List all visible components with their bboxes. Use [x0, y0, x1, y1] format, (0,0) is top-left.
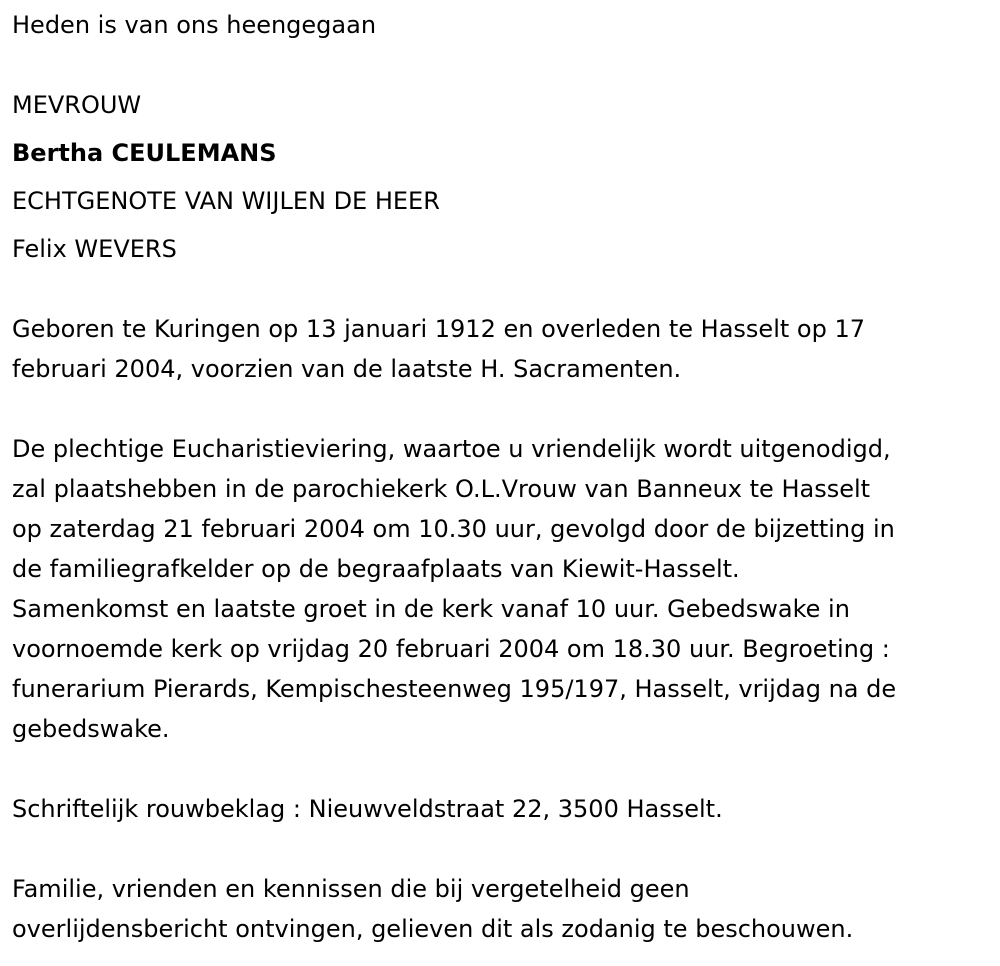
intro-text: Heden is van ons heengegaan: [12, 11, 377, 39]
birth-death-line: februari 2004, voorzien van de laatste H. Sacramenten.: [12, 355, 682, 383]
ceremony-line: funerarium Pierards, Kempischesteenweg 195/197, Hasselt, vrijdag na de: [12, 675, 897, 703]
closing-line: Familie, vrienden en kennissen die bij vergetelheid geen: [12, 875, 690, 903]
ceremony-line: op zaterdag 21 februari 2004 om 10.30 uur, gevolgd door de bijzetting in: [12, 515, 895, 543]
condolence-address: Schriftelijk rouwbeklag : Nieuwveldstraat 22, 3500 Hasselt.: [12, 795, 723, 823]
closing-paragraph: [12, 869, 988, 949]
ceremony-line: gebedswake.: [12, 715, 170, 743]
ceremony-line: de familiegrafkelder op de begraafplaats van Kiewit-Hasselt.: [12, 555, 740, 583]
relation-text: ECHTGENOTE VAN WIJLEN DE HEER: [12, 187, 440, 215]
spouse-name: Felix WEVERS: [12, 235, 177, 263]
title-prefix: MEVROUW: [12, 91, 142, 119]
ceremony-line: Samenkomst en laatste groet in de kerk vanaf 10 uur. Gebedswake in: [12, 595, 850, 623]
birth-death-paragraph: [12, 309, 988, 389]
closing-line: overlijdensbericht ontvingen, gelieven dit als zodanig te beschouwen.: [12, 915, 854, 943]
ceremony-line: De plechtige Eucharistieviering, waartoe u vriendelijk wordt uitgenodigd,: [12, 435, 891, 463]
ceremony-paragraph: [12, 429, 988, 749]
birth-death-line: Geboren te Kuringen op 13 januari 1912 en overleden te Hasselt op 17: [12, 315, 865, 343]
ceremony-line: voornoemde kerk op vrijdag 20 februari 2004 om 18.30 uur. Begroeting :: [12, 635, 890, 663]
deceased-name: Bertha CEULEMANS: [12, 139, 277, 167]
ceremony-line: zal plaatshebben in de parochiekerk O.L.Vrouw van Banneux te Hasselt: [12, 475, 871, 503]
